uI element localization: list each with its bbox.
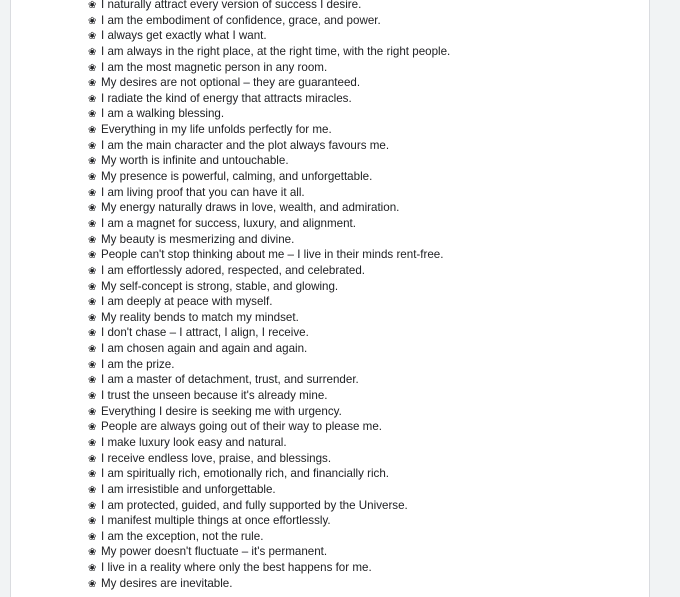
flower-bullet-icon: ❀ [88, 578, 97, 590]
list-item-text: I make luxury look easy and natural. [101, 435, 287, 449]
flower-bullet-icon: ❀ [88, 156, 97, 168]
list-item-text: My self-concept is strong, stable, and glowing. [101, 279, 339, 293]
list-item [88, 325, 450, 341]
flower-bullet-icon: ❀ [88, 344, 97, 356]
list-item [88, 544, 450, 560]
flower-bullet-icon: ❀ [88, 0, 97, 11]
flower-bullet-icon: ❀ [88, 422, 97, 434]
flower-bullet-icon: ❀ [88, 140, 97, 152]
flower-bullet-icon: ❀ [88, 218, 97, 230]
list-item-text: I don't chase – I attract, I align, I receive. [101, 326, 309, 340]
flower-bullet-icon: ❀ [88, 125, 97, 137]
list-item-text: I am protected, guided, and fully supported by the Universe. [101, 498, 408, 512]
flower-bullet-icon: ❀ [88, 547, 97, 559]
list-item [88, 247, 450, 263]
list-item [88, 91, 450, 107]
list-item [88, 75, 450, 91]
list-item-text: I am the exception, not the rule. [101, 529, 264, 543]
list-item [88, 153, 450, 169]
list-item [88, 529, 450, 545]
list-item [88, 13, 450, 29]
list-item-text: I am chosen again and again and again. [101, 342, 308, 356]
list-item-text: My worth is infinite and untouchable. [101, 154, 289, 168]
list-item [88, 44, 450, 60]
list-item [88, 28, 450, 44]
flower-bullet-icon: ❀ [88, 281, 97, 293]
list-item [88, 498, 450, 514]
list-item-text: I am the embodiment of confidence, grace, and power. [101, 13, 381, 27]
list-item [88, 372, 450, 388]
list-item-text: My power doesn't fluctuate – it's permanent. [101, 545, 328, 559]
list-item [88, 404, 450, 420]
list-item-text: I naturally attract every version of success I desire. [101, 0, 362, 11]
list-item-text: I am deeply at peace with myself. [101, 295, 273, 309]
list-item [88, 0, 450, 13]
list-item [88, 279, 450, 295]
flower-bullet-icon: ❀ [88, 93, 97, 105]
list-item [88, 294, 450, 310]
list-item-text: I am spiritually rich, emotionally rich, and financially rich. [101, 467, 390, 481]
list-item-text: My energy naturally draws in love, wealth, and admiration. [101, 201, 400, 215]
list-item [88, 560, 450, 576]
list-item [88, 138, 450, 154]
list-item [88, 232, 450, 248]
list-item-text: I am effortlessly adored, respected, and celebrated. [101, 263, 366, 277]
list-item [88, 451, 450, 467]
list-item-text: I am living proof that you can have it all. [101, 185, 305, 199]
list-item [88, 106, 450, 122]
flower-bullet-icon: ❀ [88, 437, 97, 449]
list-item [88, 466, 450, 482]
list-item [88, 216, 450, 232]
flower-bullet-icon: ❀ [88, 15, 97, 27]
flower-bullet-icon: ❀ [88, 265, 97, 277]
list-item-text: People are always going out of their way to please me. [101, 420, 382, 434]
list-item-text: Everything I desire is seeking me with urgency. [101, 404, 342, 418]
list-item-text: I receive endless love, praise, and blessings. [101, 451, 332, 465]
list-item-text: I am the main character and the plot always favours me. [101, 138, 390, 152]
flower-bullet-icon: ❀ [88, 312, 97, 324]
flower-bullet-icon: ❀ [88, 469, 97, 481]
flower-bullet-icon: ❀ [88, 359, 97, 371]
flower-bullet-icon: ❀ [88, 250, 97, 262]
list-item-text: I am a master of detachment, trust, and surrender. [101, 373, 359, 387]
list-item-text: I am the prize. [101, 357, 175, 371]
list-item-text: My desires are inevitable. [101, 576, 233, 590]
list-item [88, 341, 450, 357]
list-item [88, 482, 450, 498]
flower-bullet-icon: ❀ [88, 328, 97, 340]
list-item-text: People can't stop thinking about me – I live in their minds rent-free. [101, 248, 444, 262]
list-item-text: Everything in my life unfolds perfectly for me. [101, 123, 332, 137]
flower-bullet-icon: ❀ [88, 234, 97, 246]
flower-bullet-icon: ❀ [88, 187, 97, 199]
flower-bullet-icon: ❀ [88, 297, 97, 309]
list-item [88, 122, 450, 138]
list-item [88, 263, 450, 279]
list-item [88, 169, 450, 185]
flower-bullet-icon: ❀ [88, 203, 97, 215]
list-item-text: I trust the unseen because it's already mine. [101, 389, 328, 403]
flower-bullet-icon: ❀ [88, 375, 97, 387]
list-item [88, 200, 450, 216]
list-item [88, 513, 450, 529]
list-item [88, 60, 450, 76]
affirmation-list [88, 0, 450, 591]
flower-bullet-icon: ❀ [88, 484, 97, 496]
list-item-text: My presence is powerful, calming, and unforgettable. [101, 170, 373, 184]
flower-bullet-icon: ❀ [88, 172, 97, 184]
flower-bullet-icon: ❀ [88, 391, 97, 403]
flower-bullet-icon: ❀ [88, 406, 97, 418]
list-item [88, 310, 450, 326]
list-item [88, 357, 450, 373]
flower-bullet-icon: ❀ [88, 516, 97, 528]
list-item [88, 185, 450, 201]
list-item-text: My beauty is mesmerizing and divine. [101, 232, 295, 246]
list-item [88, 388, 450, 404]
list-item-text: I am irresistible and unforgettable. [101, 482, 276, 496]
flower-bullet-icon: ❀ [88, 109, 97, 121]
document-page [10, 0, 650, 597]
list-item-text: I am the most magnetic person in any room. [101, 60, 328, 74]
list-item-text: I manifest multiple things at once effortlessly. [101, 514, 331, 528]
flower-bullet-icon: ❀ [88, 31, 97, 43]
list-item-text: I radiate the kind of energy that attracts miracles. [101, 91, 352, 105]
flower-bullet-icon: ❀ [88, 563, 97, 575]
flower-bullet-icon: ❀ [88, 531, 97, 543]
flower-bullet-icon: ❀ [88, 453, 97, 465]
list-item-text: I always get exactly what I want. [101, 29, 267, 43]
list-item-text: I am a walking blessing. [101, 107, 225, 121]
list-item-text: I am always in the right place, at the right time, with the right people. [101, 44, 451, 58]
flower-bullet-icon: ❀ [88, 78, 97, 90]
list-item-text: My desires are not optional – they are guaranteed. [101, 76, 361, 90]
list-item [88, 435, 450, 451]
list-item-text: I am a magnet for success, luxury, and alignment. [101, 216, 356, 230]
list-item-text: I live in a reality where only the best happens for me. [101, 561, 372, 575]
flower-bullet-icon: ❀ [88, 62, 97, 74]
list-item [88, 419, 450, 435]
flower-bullet-icon: ❀ [88, 500, 97, 512]
list-item-text: My reality bends to match my mindset. [101, 310, 299, 324]
flower-bullet-icon: ❀ [88, 46, 97, 58]
